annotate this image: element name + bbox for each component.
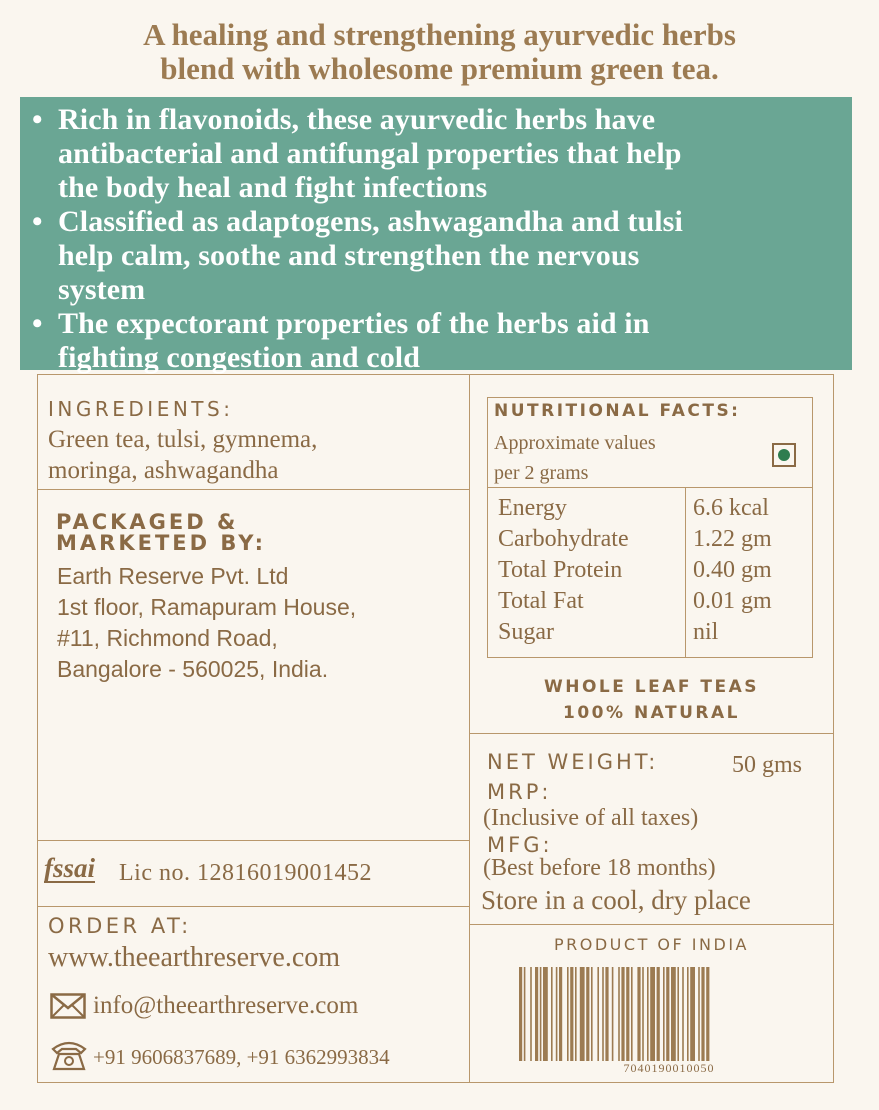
benefit-line: The expectorant properties of the herbs aid in <box>58 307 650 340</box>
benefits-list <box>20 97 852 375</box>
barcode-bar <box>535 967 538 1061</box>
divider-nutrition <box>469 733 834 734</box>
barcode-bar <box>556 967 558 1061</box>
nutrient-name: Energy <box>498 495 567 521</box>
barcode-bar <box>687 967 689 1061</box>
nutrition-column-divider <box>685 487 686 658</box>
nutrient-value: nil <box>693 619 719 645</box>
benefit-line: system <box>58 273 146 306</box>
nutrient-value: 0.40 gm <box>693 557 772 583</box>
packaged-heading-line: MARKETED BY: <box>56 531 266 555</box>
barcode-bar <box>663 967 665 1061</box>
net-weight-value: 50 gms <box>732 752 803 778</box>
benefit-item <box>32 103 842 205</box>
whole-leaf-line: 100% NATURAL <box>563 703 740 723</box>
barcode-bar <box>575 967 577 1061</box>
barcode-bar <box>519 967 522 1061</box>
benefit-line: the body heal and fight infections <box>58 171 488 204</box>
fssai-license: Lic no. 12816019001452 <box>119 860 372 886</box>
barcode-bar <box>677 967 679 1061</box>
origin-label: PRODUCT OF INDIA <box>554 935 749 954</box>
nutrient-name: Total Protein <box>498 557 623 583</box>
packaged-heading-line: PACKAGED & <box>56 510 239 534</box>
envelope-icon <box>50 993 86 1019</box>
ingredients-line: Green tea, tulsi, gymnema, <box>48 426 318 453</box>
whole-leaf-badge <box>469 674 834 726</box>
nutrition-sub-line: per 2 grams <box>494 462 589 484</box>
divider-fssai <box>37 906 469 907</box>
barcode-bar <box>602 967 604 1061</box>
veg-mark-icon <box>772 443 796 467</box>
barcode-bar <box>543 967 548 1061</box>
bullet-icon: • <box>32 103 43 136</box>
tagline-line-2: blend with wholesome premium green tea. <box>160 51 719 86</box>
address-line: 1st floor, Ramapuram House, <box>57 594 357 620</box>
nutrient-name: Total Fat <box>498 588 584 614</box>
bullet-icon: • <box>32 205 43 238</box>
tagline <box>0 18 879 86</box>
barcode-bar <box>621 967 624 1061</box>
barcode-bar <box>612 967 614 1061</box>
barcode <box>515 967 823 1061</box>
ingredients-line: moringa, ashwagandha <box>48 457 279 484</box>
ingredients-text <box>48 424 317 486</box>
benefit-line: fighting congestion and cold <box>58 341 421 374</box>
nutrition-names <box>498 493 629 648</box>
nutrient-value: 0.01 gm <box>693 588 772 614</box>
barcode-number: 7040190010050 <box>623 1061 715 1075</box>
nutrient-value: 1.22 gm <box>693 526 772 552</box>
packaged-heading <box>56 512 266 554</box>
barcode-bar <box>631 967 633 1061</box>
address-line: #11, Richmond Road, <box>57 625 278 651</box>
nutrient-value: 6.6 kcal <box>693 495 769 521</box>
barcode-bar <box>682 967 684 1061</box>
barcode-bar <box>597 967 599 1061</box>
barcode-bar <box>559 967 562 1061</box>
barcode-bar <box>524 967 526 1061</box>
benefit-line: antibacterial and antifungal properties that help <box>58 137 682 170</box>
bullet-icon: • <box>32 307 43 340</box>
storage-note: Store in a cool, dry place <box>481 885 751 915</box>
barcode-bar <box>570 967 573 1061</box>
barcode-bar <box>657 967 660 1061</box>
tagline-line-1: A healing and strengthening ayurvedic herbs <box>143 17 736 52</box>
nutrition-heading: NUTRITIONAL FACTS: <box>494 401 741 421</box>
barcode-bar <box>605 967 608 1061</box>
divider-ingredients <box>37 489 469 490</box>
benefits-panel <box>20 97 852 374</box>
barcode-bar <box>591 967 593 1061</box>
nutrition-values <box>693 493 772 648</box>
net-weight-label: NET WEIGHT: <box>487 750 659 774</box>
order-heading: ORDER AT: <box>48 914 192 938</box>
barcode-bar <box>701 967 704 1061</box>
barcode-bar <box>580 967 585 1061</box>
nutrition-subheading <box>494 428 656 488</box>
fssai-logo-icon: fssai <box>44 853 96 883</box>
mfg-note: (Best before 18 months) <box>483 855 716 881</box>
mfg-label: MFG: <box>487 833 553 857</box>
barcode-bar <box>540 967 542 1061</box>
barcode-bar <box>626 967 629 1061</box>
order-phone[interactable]: +91 9606837689, +91 6362993834 <box>93 1045 390 1069</box>
telephone-icon <box>50 1037 88 1071</box>
address-line: Earth Reserve Pvt. Ltd <box>57 563 289 589</box>
barcode-bar <box>650 967 655 1061</box>
nutrient-name: Carbohydrate <box>498 526 629 552</box>
whole-leaf-line: WHOLE LEAF TEAS <box>543 677 760 697</box>
barcode-bar <box>690 967 695 1061</box>
nutrition-sub-line: Approximate values <box>494 432 656 454</box>
ingredients-heading: INGREDIENTS: <box>48 397 234 421</box>
barcode-bar <box>530 967 532 1061</box>
benefit-item <box>32 205 842 307</box>
barcode-bar <box>642 967 644 1061</box>
barcode-bar <box>637 967 640 1061</box>
barcode-bar <box>666 967 669 1061</box>
address-line: Bangalore - 560025, India. <box>57 656 329 682</box>
order-email[interactable]: info@theearthreserve.com <box>93 992 359 1019</box>
divider-packaged <box>37 840 469 841</box>
barcode-bar <box>618 967 620 1061</box>
column-divider <box>469 374 470 1083</box>
benefit-line: help calm, soothe and strengthen the nervous <box>58 239 640 272</box>
benefit-item <box>32 307 842 375</box>
benefit-line: Rich in flavonoids, these ayurvedic herbs have <box>58 103 656 136</box>
mrp-note: (Inclusive of all taxes) <box>483 805 699 831</box>
mrp-label: MRP: <box>487 780 552 804</box>
packaged-address <box>57 561 356 685</box>
barcode-bar <box>551 967 553 1061</box>
order-website[interactable]: www.theearthreserve.com <box>48 942 341 973</box>
barcode-bar <box>671 967 676 1061</box>
divider-weight <box>469 924 834 925</box>
nutrient-name: Sugar <box>498 619 554 645</box>
barcode-bar <box>706 967 709 1061</box>
barcode-bar <box>647 967 649 1061</box>
barcode-bar <box>567 967 569 1061</box>
barcode-bar <box>586 967 589 1061</box>
benefit-line: Classified as adaptogens, ashwagandha and tulsi <box>58 205 683 238</box>
barcode-bar <box>698 967 700 1061</box>
